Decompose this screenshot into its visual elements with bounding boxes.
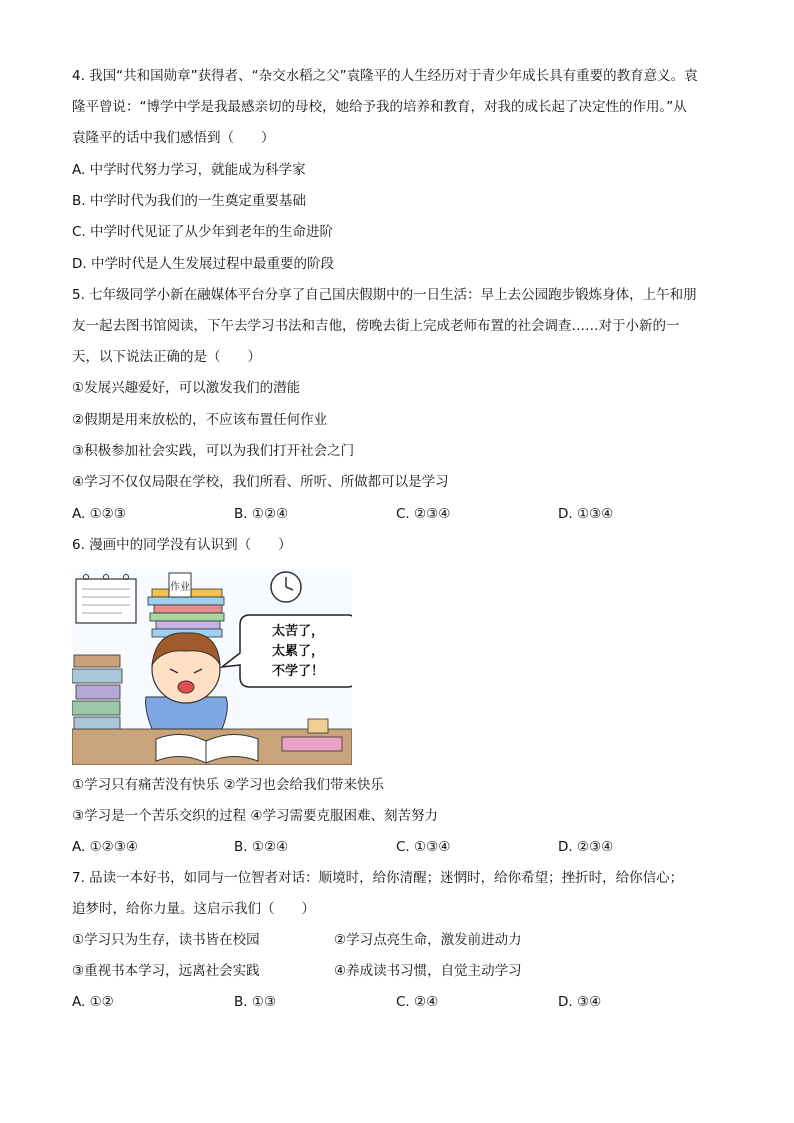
speech-line-1: 太苦了， (271, 624, 325, 639)
speech-line-3: 不学了！ (271, 664, 325, 679)
q4-option-d: D. 中学时代是人生发展过程中最重要的阶段 (72, 256, 334, 272)
q7-statement-2: ②学习点亮生命，激发前进动力 (334, 932, 522, 948)
q7-choice-d: D. ③④ (558, 994, 602, 1010)
q6-choice-d: D. ②③④ (558, 839, 614, 855)
q7-statement-1: ①学习只为生存，读书皆在校园 (72, 932, 260, 948)
student-figure (146, 633, 228, 729)
calendar-icon (76, 575, 136, 624)
q7-statement-3: ③重视书本学习，远离社会实践 (72, 963, 260, 979)
comic-illustration (72, 569, 352, 765)
q5-stem-line3: 天，以下说法正确的是（ ） (72, 349, 261, 365)
q5-choice-d: D. ①③④ (558, 506, 614, 522)
q6-stem: 6. 漫画中的同学没有认识到（ ） (72, 537, 292, 553)
q4-stem-line3: 袁隆平的话中我们感悟到（ ） (72, 130, 275, 146)
q7-choice-b: B. ①③ (234, 994, 277, 1010)
q7-statement-4: ④养成读书习惯，自觉主动学习 (334, 963, 522, 979)
q6-choice-c: C. ①③④ (396, 839, 451, 855)
q5-statement-4: ④学习不仅仅局限在学校，我们所看、所听、所做都可以是学习 (72, 474, 449, 490)
q7-choice-a: A. ①② (72, 994, 114, 1010)
homework-label: 作业 (170, 582, 190, 593)
q5-statement-3: ③积极参加社会实践，可以为我们打开社会之门 (72, 443, 355, 459)
q5-choice-c: C. ②③④ (396, 506, 451, 522)
book-pile-icon (72, 655, 122, 731)
q4-stem-line2: 隆平曾说：“博学中学是我最感亲切的母校，她给予我的培养和教育，对我的成长起了决定性的作用。”从 (72, 99, 687, 115)
q4-option-b: B. 中学时代为我们的一生奠定重要基础 (72, 193, 306, 209)
q5-stem-line2: 友一起去图书馆阅读，下午去学习书法和吉他，傍晚去街上完成老师布置的社会调查……对于小新的一 (72, 318, 680, 334)
q6-statements-line1: ①学习只有痛苦没有快乐 ②学习也会给我们带来快乐 (72, 777, 384, 793)
q4-stem-line1: 4. 我国“共和国勋章”获得者、“杂交水稻之父”袁隆平的人生经历对于青少年成长具有重要的教育意义。袁 (72, 68, 698, 84)
q5-choice-b: B. ①②④ (234, 506, 289, 522)
q5-statement-1: ①发展兴趣爱好，可以激发我们的潜能 (72, 380, 301, 396)
q5-statement-2: ②假期是用来放松的，不应该布置任何作业 (72, 412, 328, 428)
q7-stem-line1: 7. 品读一本好书，如同与一位智者对话：顺境时，给你清醒；迷惘时，给你希望；挫折时，给你信心； (72, 870, 684, 886)
q5-stem-line1: 5. 七年级同学小新在融媒体平台分享了自己国庆假期中的一日生活：早上去公园跑步锻炼身体，上午和朋 (72, 287, 697, 303)
q7-stem-line2: 追梦时，给你力量。这启示我们（ ） (72, 901, 315, 917)
speech-line-2: 太累了， (271, 644, 325, 659)
q6-statements-line2: ③学习是一个苦乐交织的过程 ④学习需要克服困难、刻苦努力 (72, 808, 438, 824)
q4-option-a: A. 中学时代努力学习，就能成为科学家 (72, 162, 306, 178)
q4-option-c: C. 中学时代见证了从少年到老年的生命进阶 (72, 224, 334, 240)
q6-choice-a: A. ①②③④ (72, 839, 138, 855)
clock-icon (271, 572, 301, 602)
q6-choice-b: B. ①②④ (234, 839, 289, 855)
q7-choice-c: C. ②④ (396, 994, 439, 1010)
q5-choice-a: A. ①②③ (72, 506, 126, 522)
